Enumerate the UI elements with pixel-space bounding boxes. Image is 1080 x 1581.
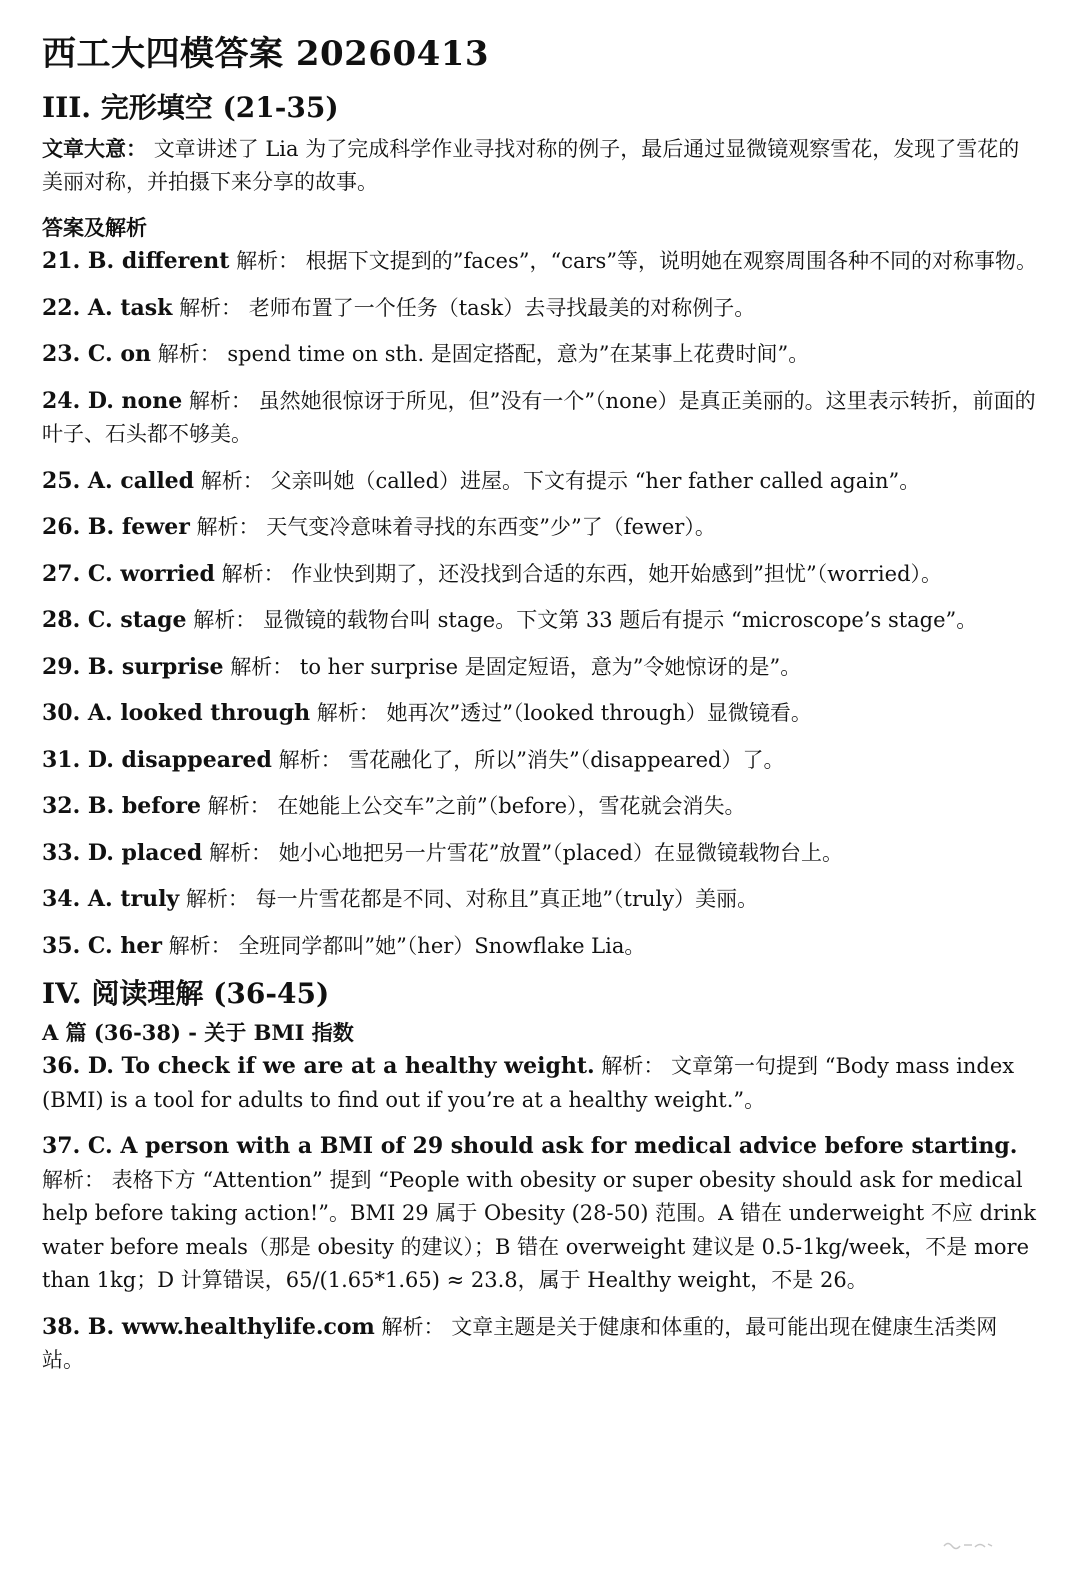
cloze-answer-list — [42, 245, 1038, 963]
answer-choice: 21. B. different — [42, 248, 230, 274]
answer-explanation: 解析： 文章主题是关于健康和体重的，最可能出现在健康生活类网站。 — [42, 1314, 998, 1372]
answer-explanation: 解析： 每一片雪花都是不同、对称且”真正地”（truly）美丽。 — [185, 887, 759, 911]
watermark-icon — [942, 1537, 994, 1551]
cloze-answer-item — [42, 604, 1038, 638]
answer-explanation: 解析： 在她能上公交车”之前”（before），雪花就会消失。 — [207, 794, 746, 818]
answer-choice: 24. D. none — [42, 387, 183, 414]
answer-explanation: 解析： 虽然她很惊讶于所见，但”没有一个”（none）是真正美丽的。这里表示转折，前面的叶子、石头都不够美。 — [42, 388, 1036, 446]
reading-answer-list — [42, 1050, 1038, 1378]
answer-explanation: 解析： 老师布置了一个任务（task）去寻找最美的对称例子。 — [179, 295, 756, 320]
cloze-answer-item — [42, 245, 1038, 279]
answer-choice: 31. D. disappeared — [42, 746, 272, 773]
answer-choice: 34. A. truly — [42, 886, 180, 912]
cloze-answer-item — [42, 651, 1038, 685]
answer-explanation: 解析： 全班同学都叫”她”（her）Snowflake Lia。 — [168, 933, 646, 958]
answers-heading: 答案及解析 — [42, 215, 147, 240]
answer-explanation: 解析： 文章第一句提到 “Body mass index (BMI) is a tool for adults to find out if you’re at a healthy weight.”。 — [42, 1054, 1015, 1112]
cloze-answer-item — [42, 292, 1038, 326]
cloze-answer-item — [42, 930, 1038, 964]
cloze-answer-item — [42, 385, 1038, 452]
cloze-answer-item — [42, 697, 1038, 731]
answer-choice: 33. D. placed — [42, 839, 203, 866]
cloze-answer-item — [42, 790, 1038, 824]
cloze-answer-item — [42, 883, 1038, 917]
answer-explanation: 解析： 父亲叫她（called）进屋。下文有提示 “her father called again”。 — [200, 468, 921, 493]
answer-explanation: 解析： 天气变冷意味着寻找的东西变”少”了（fewer）。 — [196, 515, 716, 539]
section-4-heading: IV. 阅读理解 (36-45) — [42, 977, 330, 1010]
answer-choice: 30. A. looked through — [42, 700, 311, 726]
answer-explanation: 解析： 根据下文提到的”faces”，“cars”等，说明她在观察周围各种不同的对称事物。 — [236, 249, 1038, 273]
reading-answer-item — [42, 1130, 1038, 1298]
answer-choice: 26. B. fewer — [42, 514, 190, 540]
cloze-answer-item — [42, 511, 1038, 545]
answer-explanation: 解析： 她小心地把另一片雪花”放置”（placed）在显微镜载物台上。 — [209, 840, 843, 865]
passage-a-heading: A 篇 (36-38) - 关于 BMI 指数 — [42, 1020, 354, 1045]
cloze-answer-item — [42, 837, 1038, 871]
page-title: 西工大四模答案 20260413 — [42, 34, 490, 74]
answer-choice: 25. A. called — [42, 467, 195, 494]
answer-choice: 38. B. www.healthylife.com — [42, 1313, 375, 1340]
cloze-answer-item — [42, 558, 1038, 592]
reading-answer-item — [42, 1050, 1038, 1117]
summary-label: 文章大意： — [42, 136, 147, 161]
answer-explanation: 解析： 作业快到期了，还没找到合适的东西，她开始感到”担忧”（worried）。 — [221, 561, 943, 586]
summary-text: 文章讲述了 Lia 为了完成科学作业寻找对称的例子，最后通过显微镜观察雪花，发现了雪花的美丽对称，并拍摄下来分享的故事。 — [42, 137, 1020, 194]
answer-explanation: 解析： 雪花融化了，所以”消失”（disappeared）了。 — [278, 747, 785, 772]
answer-choice: 36. D. To check if we are at a healthy weight. — [42, 1053, 595, 1079]
answer-explanation: 解析： 显微镜的载物台叫 stage。下文第 33 题后有提示 “microscope’s stage”。 — [193, 608, 978, 632]
answer-explanation: 解析： spend time on sth. 是固定搭配，意为”在某事上花费时间”。 — [157, 342, 810, 366]
answer-choice: 29. B. surprise — [42, 653, 224, 680]
answer-explanation: 解析： 她再次”透过”（looked through）显微镜看。 — [316, 701, 812, 725]
answer-choice: 35. C. her — [42, 932, 162, 959]
section-3-heading: III. 完形填空 (21-35) — [42, 91, 339, 124]
answer-choice: 28. C. stage — [42, 607, 187, 633]
answer-choice: 23. C. on — [42, 341, 152, 367]
answer-explanation: 解析： 表格下方 “Attention” 提到 “People with obesity or super obesity should ask for medical help before taking action!”。BMI 29 属于 Obesity (28-50) 范围。A 错在 underweight 不应 drink water before meals（那是 obesity 的建议）；B 错在 overweight 建议是 0.5-1kg/week，不是 more than 1kg；D 计算错误，65/(1.65*1.65) ≈ 23.8，属于 Healthy weight，不是 26。 — [42, 1167, 1036, 1292]
cloze-answer-item — [42, 465, 1038, 499]
cloze-answer-item — [42, 744, 1038, 778]
answer-choice: 22. A. task — [42, 294, 173, 321]
answer-choice: 37. C. A person with a BMI of 29 should ask for medical advice before starting. — [42, 1133, 1018, 1159]
reading-answer-item — [42, 1311, 1038, 1378]
answer-choice: 27. C. worried — [42, 560, 215, 587]
cloze-answer-item — [42, 338, 1038, 372]
answer-choice: 32. B. before — [42, 793, 201, 819]
answer-explanation: 解析： to her surprise 是固定短语，意为”令她惊讶的是”。 — [230, 654, 802, 679]
article-summary — [42, 132, 1038, 199]
